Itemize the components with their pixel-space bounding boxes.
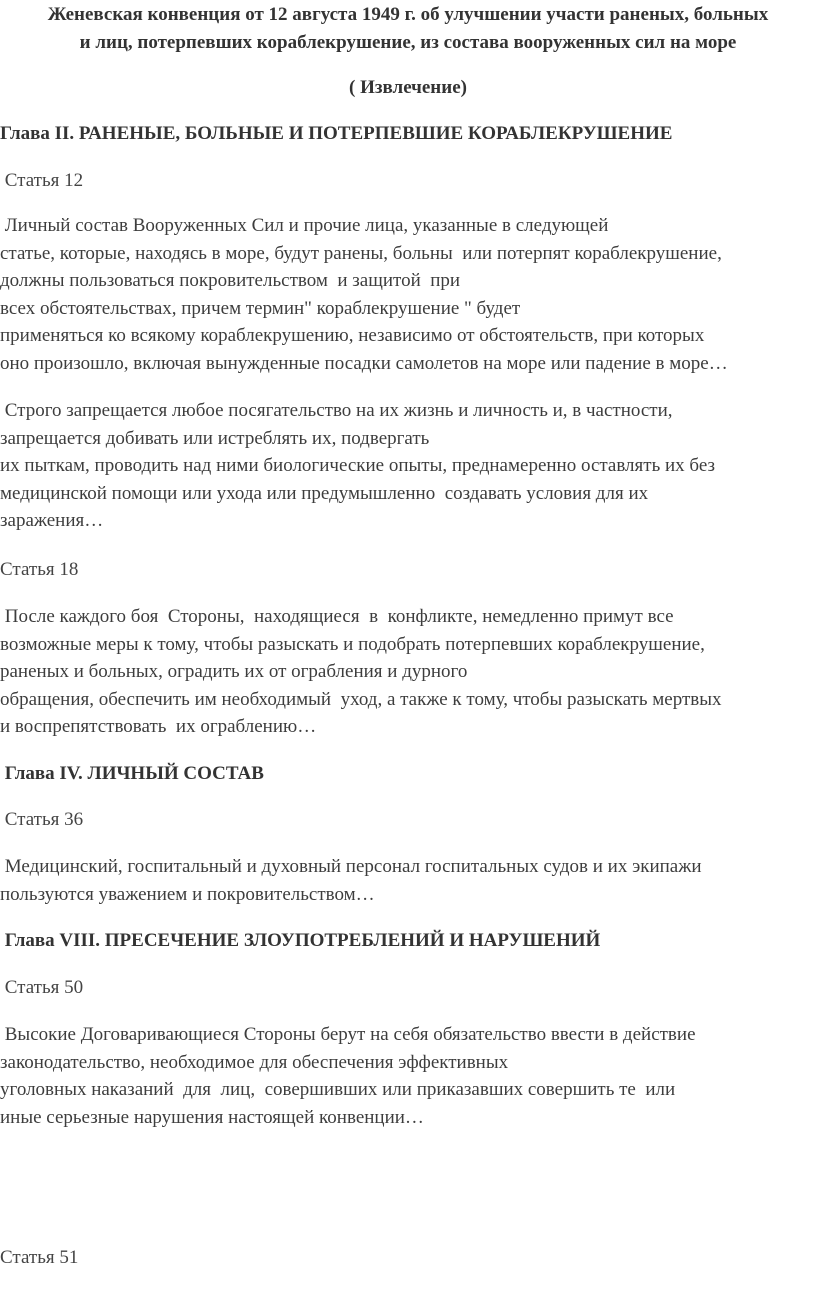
article-36-paragraph-1 bbox=[0, 853, 702, 908]
chapter-2-heading: Глава II. РАНЕНЫЕ, БОЛЬНЫЕ И ПОТЕРПЕВШИЕ КОРАБЛЕКРУШЕНИЕ bbox=[0, 123, 673, 144]
paragraph-line: запрещается добивать или истреблять их, подвергать bbox=[0, 427, 430, 449]
article-12-paragraph-2 bbox=[0, 397, 715, 535]
document-title-line-1: Женевская конвенция от 12 августа 1949 г. об улучшении участи раненых, больных bbox=[47, 4, 769, 25]
paragraph-line: обращения, обеспечить им необходимый уход, а также к тому, чтобы разыскать мертвых bbox=[0, 688, 722, 710]
paragraph-line: После каждого боя Стороны, находящиеся в конфликте, немедленно примут все bbox=[0, 606, 674, 627]
paragraph-line: всех обстоятельствах, причем термин" кораблекрушение " будет bbox=[0, 297, 521, 319]
paragraph-line: и воспрепятствовать их ограблению… bbox=[0, 716, 317, 737]
paragraph-line: Личный состав Вооруженных Сил и прочие лица, указанные в следующей bbox=[0, 215, 609, 236]
paragraph-line: медицинской помощи или ухода или предумышленно создавать условия для их bbox=[0, 482, 649, 504]
paragraph-line: Высокие Договаривающиеся Стороны берут на себя обязательство ввести в действие bbox=[0, 1024, 696, 1045]
paragraph-line: Строго запрещается любое посягательство на их жизнь и личность и, в частности, bbox=[0, 400, 673, 421]
paragraph-line: оно произошло, включая вынужденные посадки самолетов на море или падение в море… bbox=[0, 352, 728, 374]
article-18-paragraph-1 bbox=[0, 603, 721, 741]
paragraph-line: законодательство, необходимое для обеспечения эффективных bbox=[0, 1051, 509, 1073]
article-12-label: Статья 12 bbox=[0, 170, 84, 191]
paragraph-line: применяться ко всякому кораблекрушению, независимо от обстоятельств, при которых bbox=[0, 325, 705, 346]
paragraph-line: раненых и больных, оградить их от ограбления и дурного bbox=[0, 661, 468, 682]
document-title bbox=[0, 1, 816, 57]
paragraph-line: уголовных наказаний для лиц, совершивших или приказавших совершить те или bbox=[0, 1079, 676, 1100]
article-50-label: Статья 50 bbox=[0, 977, 84, 998]
article-51-label: Статья 51 bbox=[0, 1247, 79, 1268]
article-12-paragraph-1 bbox=[0, 212, 728, 377]
document-subtitle: ( Извлечение) bbox=[349, 77, 467, 98]
paragraph-line: пользуются уважением и покровительством… bbox=[0, 883, 375, 905]
paragraph-line: Медицинский, госпитальный и духовный персонал госпитальных судов и их экипажи bbox=[0, 856, 702, 877]
document-title-line-2: и лиц, потерпевших кораблекрушение, из состава вооруженных сил на море bbox=[79, 32, 737, 53]
paragraph-line: должны пользоваться покровительством и защитой при bbox=[0, 270, 461, 291]
chapter-8-heading: Глава VIII. ПРЕСЕЧЕНИЕ ЗЛОУПОТРЕБЛЕНИЙ И НАРУШЕНИЙ bbox=[0, 930, 601, 951]
paragraph-line: возможные меры к тому, чтобы разыскать и подобрать потерпевших кораблекрушение, bbox=[0, 633, 705, 655]
paragraph-line: заражения… bbox=[0, 510, 104, 531]
article-36-label: Статья 36 bbox=[0, 809, 84, 830]
paragraph-line: статье, которые, находясь в море, будут ранены, больны или потерпят кораблекрушение, bbox=[0, 242, 722, 264]
article-18-label: Статья 18 bbox=[0, 559, 79, 580]
paragraph-line: иные серьезные нарушения настоящей конвенции… bbox=[0, 1106, 424, 1128]
paragraph-line: их пыткам, проводить над ними биологические опыты, преднамеренно оставлять их без bbox=[0, 455, 716, 476]
article-50-paragraph-1 bbox=[0, 1021, 696, 1131]
chapter-4-heading: Глава IV. ЛИЧНЫЙ СОСТАВ bbox=[0, 763, 264, 784]
